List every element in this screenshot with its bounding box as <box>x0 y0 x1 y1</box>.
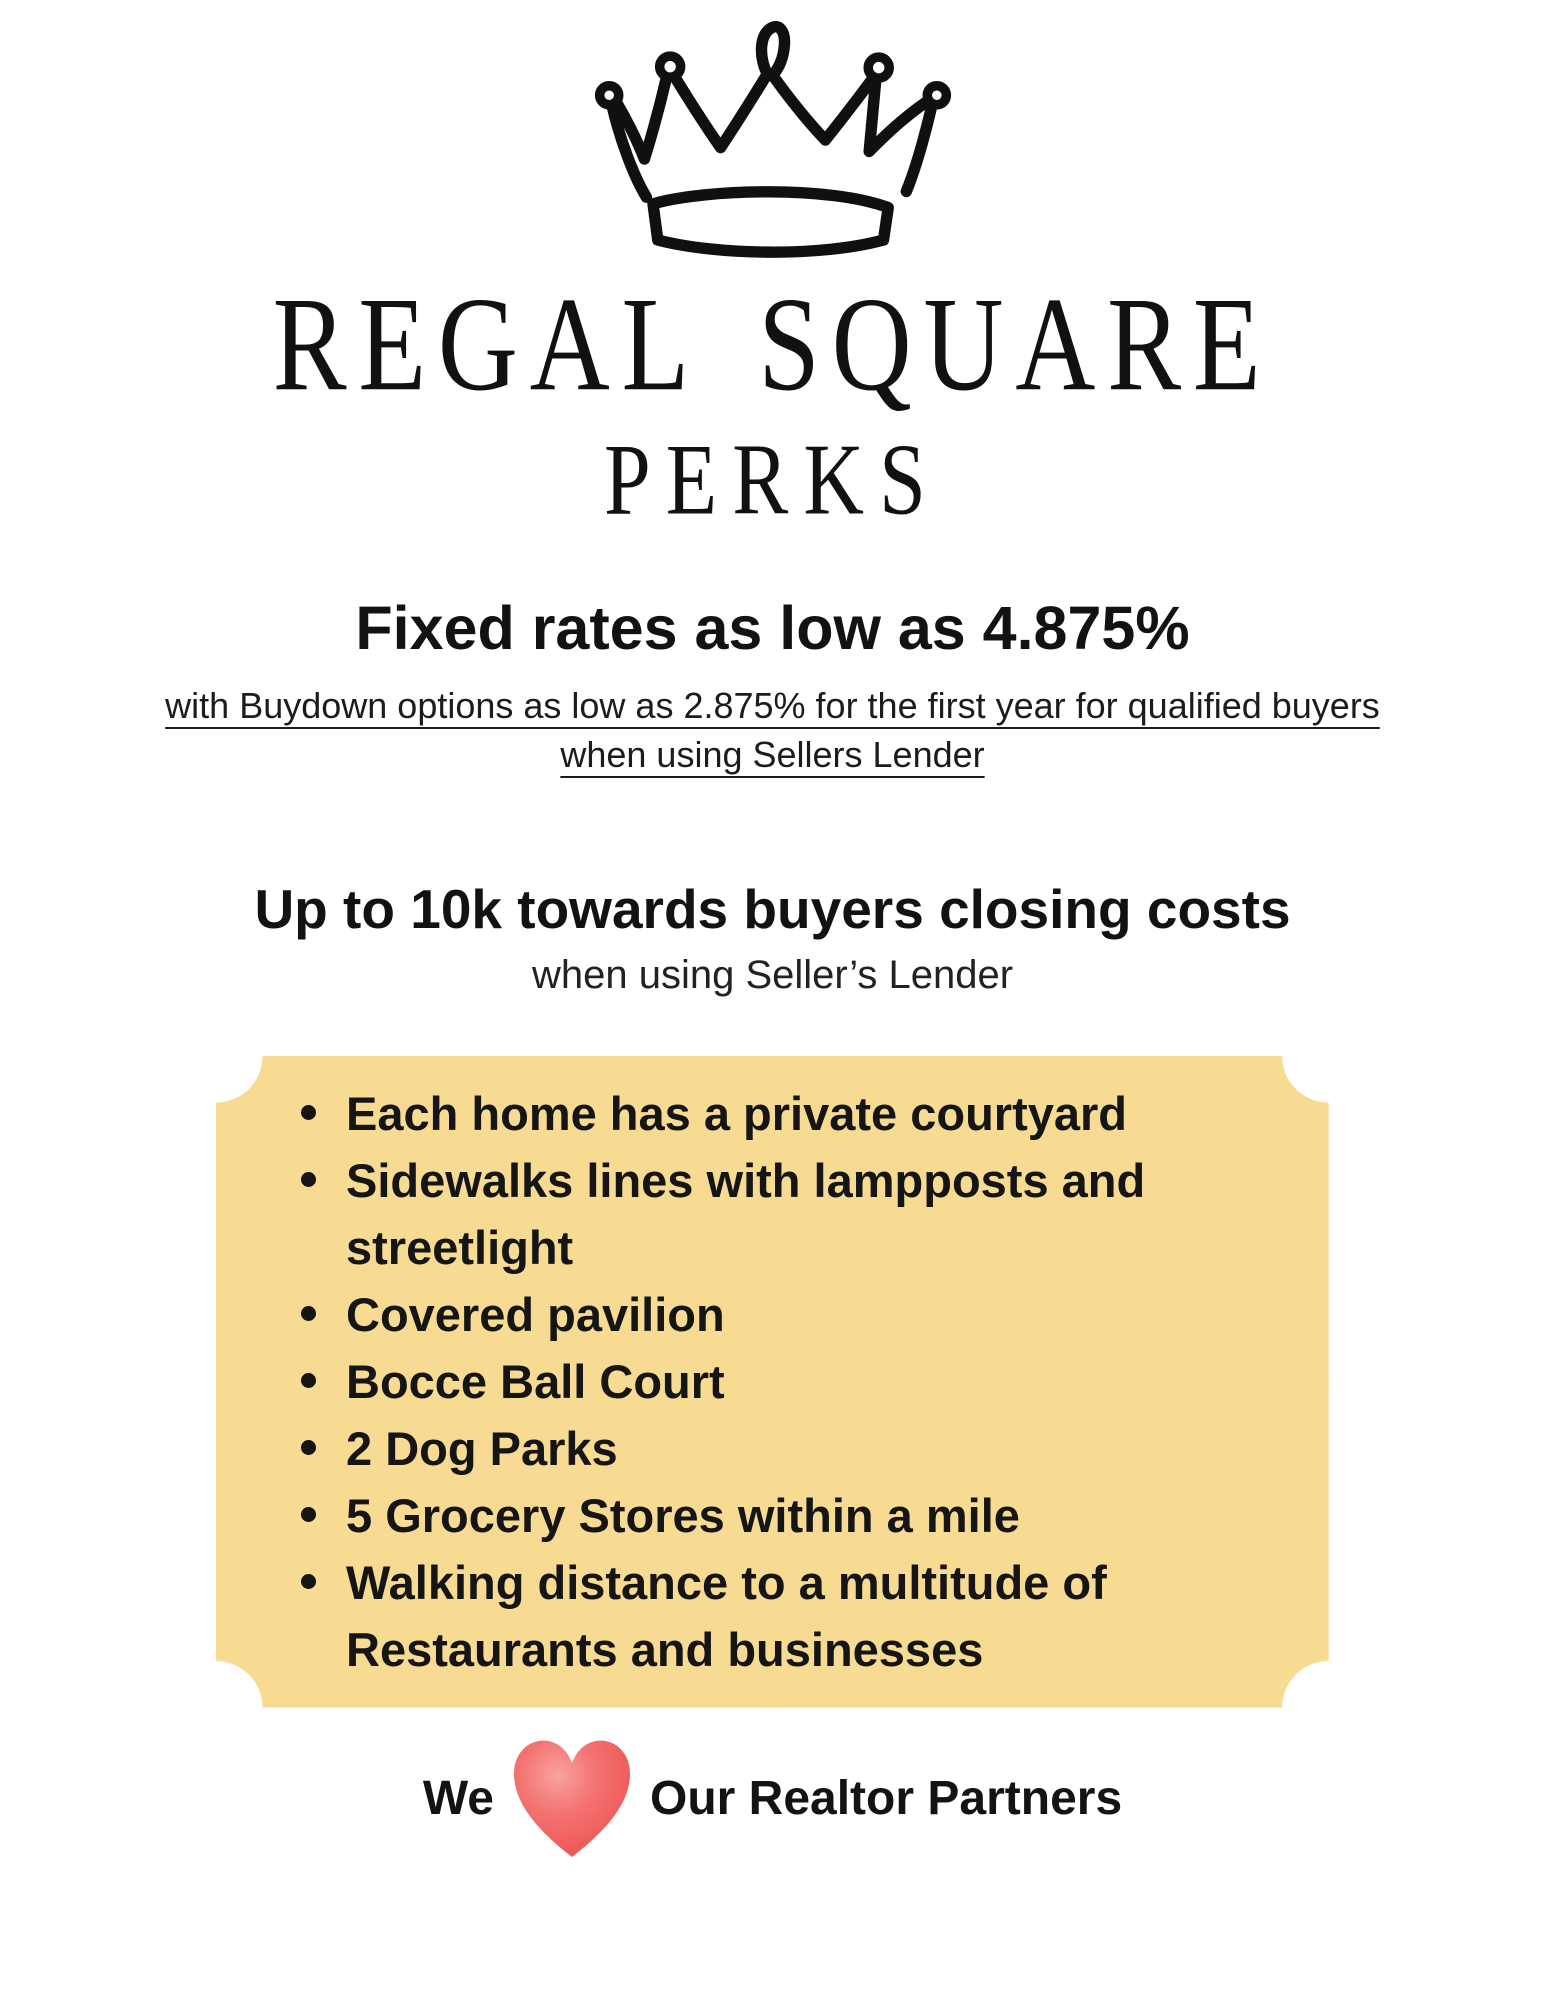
rate-headline: Fixed rates as low as 4.875% <box>355 594 1190 662</box>
logo-crown-wrap <box>0 0 1545 265</box>
logo-subtitle: PERKS <box>603 422 942 537</box>
footer-text-before-heart: We <box>422 1771 494 1825</box>
footer-text-after-heart: Our Realtor Partners <box>649 1771 1123 1825</box>
heart-icon <box>502 1728 642 1868</box>
logo-title: REGAL SQUARE <box>272 268 1273 419</box>
closing-cost-section <box>0 877 1545 998</box>
rate-subtext-line-1: with Buydown options as low as 2.875% for the first year for qualified buyers <box>165 685 1380 726</box>
closing-headline: Up to 10k towards buyers closing costs <box>254 878 1291 940</box>
crown-icon <box>587 20 959 260</box>
perks-list-item: Sidewalks lines with lampposts and streetlight <box>294 1147 1289 1281</box>
perks-list-item: Each home has a private courtyard <box>294 1080 1289 1147</box>
perks-list-item: Walking distance to a multitude of Restaurants and businesses <box>294 1549 1289 1683</box>
closing-subtext: when using Seller’s Lender <box>531 953 1014 997</box>
footer-line <box>0 1728 1545 1868</box>
perks-list-item: 5 Grocery Stores within a mile <box>294 1482 1289 1549</box>
perks-list-item: Bocce Ball Court <box>294 1348 1289 1415</box>
perks-list-item: Covered pavilion <box>294 1281 1289 1348</box>
perks-list-item: 2 Dog Parks <box>294 1415 1289 1482</box>
rate-offer-section <box>0 593 1545 779</box>
perks-list <box>294 1080 1289 1683</box>
perks-box <box>216 1056 1329 1708</box>
rate-subtext-line-2: when using Sellers Lender <box>560 734 985 775</box>
rate-subtext <box>0 681 1545 779</box>
